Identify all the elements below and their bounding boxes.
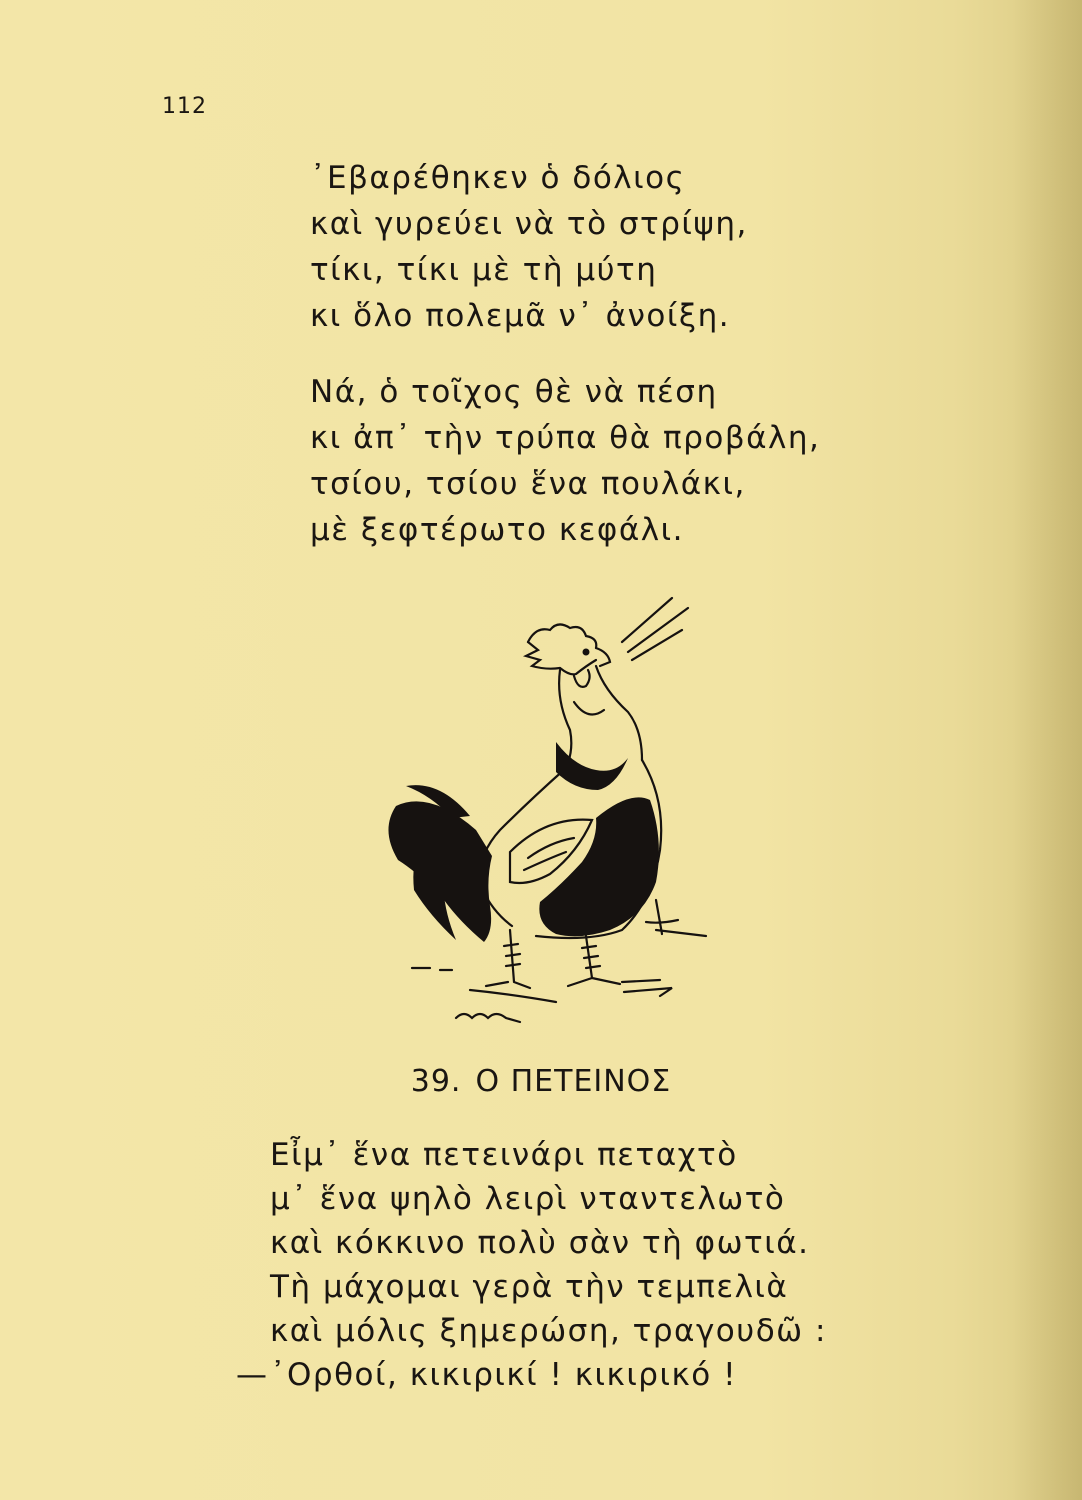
verse-line-text: ᾽Ορθοί, κικιρικί ! κικιρικό ! xyxy=(270,1357,737,1393)
verse-line: τίκι, τίκι μὲ τὴ μύτη xyxy=(310,252,658,288)
verse-line-last xyxy=(236,1353,827,1397)
stanza-1 xyxy=(310,155,748,339)
em-dash: — xyxy=(236,1357,269,1393)
verse-line: καὶ γυρεύει νὰ τὸ στρίψη, xyxy=(310,206,748,242)
verse-line: μὲ ξεφτέρωτο κεφάλι. xyxy=(310,512,684,548)
poem-title-text: Ο ΠΕΤΕΙΝΟΣ xyxy=(475,1064,672,1099)
verse-line: καὶ κόκκινο πολὺ σὰν τὴ φωτιά. xyxy=(270,1225,810,1261)
page-edge-shadow xyxy=(1012,0,1082,1500)
verse-line: Εἶμ᾽ ἕνα πετεινάρι πεταχτὸ xyxy=(270,1137,738,1173)
stanza-2 xyxy=(310,369,820,553)
poem-title xyxy=(0,1064,1082,1099)
verse-line: καὶ μόλις ξημερώση, τραγουδῶ : xyxy=(270,1313,827,1349)
poem-number: 39. xyxy=(410,1064,462,1099)
verse-line: τσίου, τσίου ἕνα πουλάκι, xyxy=(310,466,746,502)
verse-line: κι ἀπ᾽ τὴν τρύπα θὰ προβάλη, xyxy=(310,420,821,456)
verse-line: κι ὅλο πολεμᾶ ν᾽ ἀνοίξη. xyxy=(310,298,731,334)
page-number: 112 xyxy=(162,94,207,119)
rooster-crowing-icon xyxy=(360,590,730,1030)
verse-line: μ᾽ ἕνα ψηλὸ λειρὶ νταντελωτὸ xyxy=(270,1181,786,1217)
stanza-3 xyxy=(236,1133,827,1397)
verse-line: Νά, ὁ τοῖχος θὲ νὰ πέση xyxy=(310,374,718,410)
verse-line: Τὴ μάχομαι γερὰ τὴν τεμπελιὰ xyxy=(270,1269,789,1305)
verse-line: ᾽Εβαρέθηκεν ὁ δόλιος xyxy=(310,160,686,196)
